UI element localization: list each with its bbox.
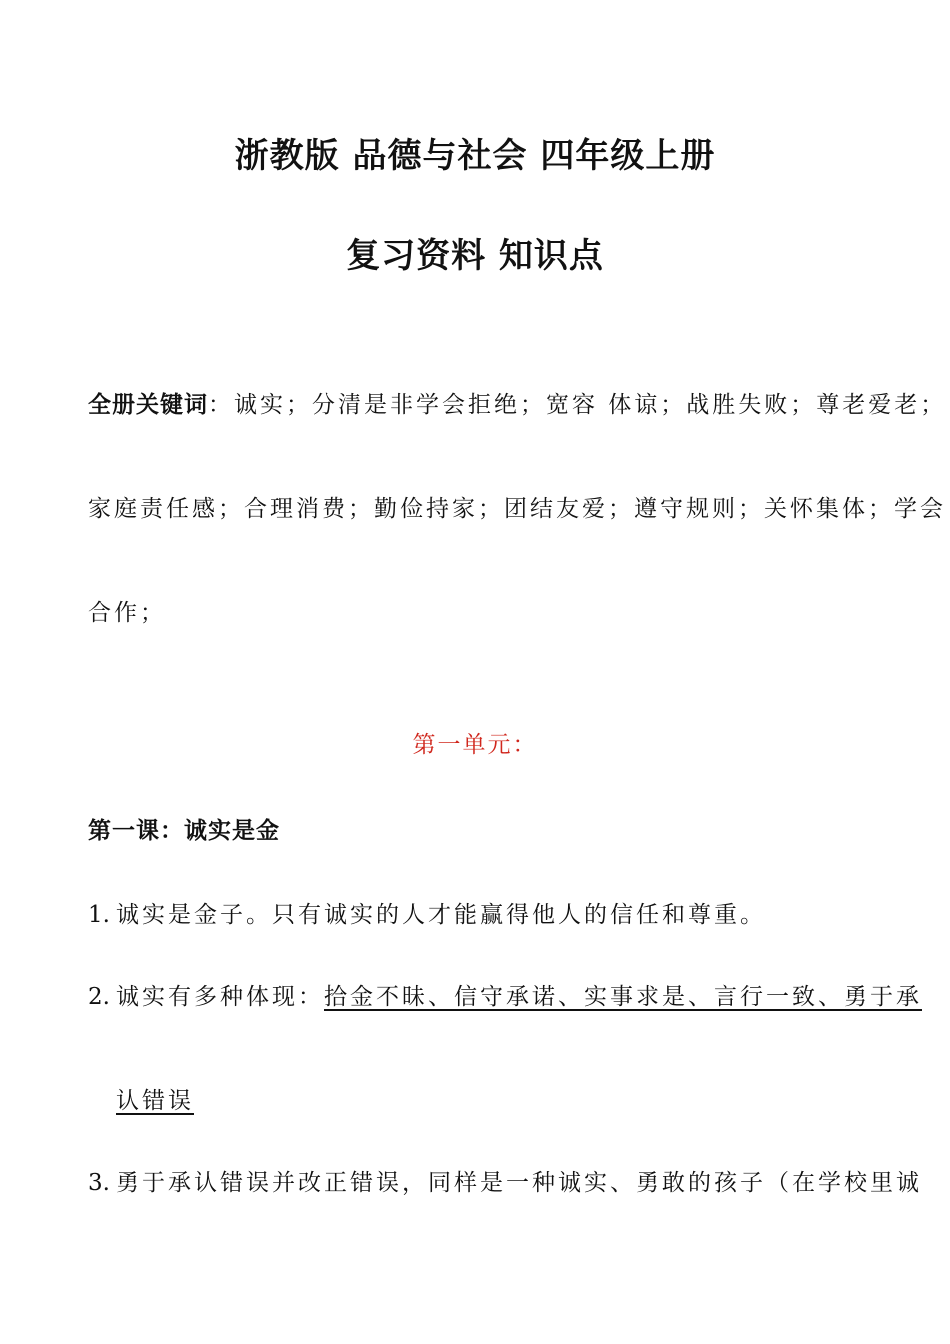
lesson-heading: 第一课：诚实是金 xyxy=(88,817,280,844)
keywords-label: 全册关键词 xyxy=(88,391,208,418)
item-text-underlined: 拾金不昧、信守承诺、实事求是、言行一致、勇于承 xyxy=(324,984,922,1010)
keywords-line-2: 家庭责任感；合理消费；勤俭持家；团结友爱；遵守规则；关怀集体；学会 xyxy=(88,496,946,522)
keywords-text-1: ：诚实；分清是非学会拒绝；宽容 体谅；战胜失败；尊老爱老； xyxy=(208,392,947,418)
document-subtitle: 复习资料 知识点 xyxy=(346,236,604,276)
keywords-line-3: 合作； xyxy=(88,600,166,626)
list-item-3 xyxy=(88,1164,922,1197)
item-text-underlined-continuation: 认错误 xyxy=(116,1088,194,1114)
list-item-2 xyxy=(88,978,922,1011)
item-text-prefix: 诚实有多种体现： xyxy=(116,984,324,1010)
keywords-line-1 xyxy=(88,386,947,419)
item-text: 勇于承认错误并改正错误，同样是一种诚实、勇敢的孩子（在学校里诚 xyxy=(116,1170,922,1196)
list-item-2-continuation xyxy=(116,1082,194,1115)
unit-heading: 第一单元： xyxy=(412,732,538,758)
document-title: 浙教版 品德与社会 四年级上册 xyxy=(234,136,716,176)
list-item-1 xyxy=(88,896,766,929)
item-number: 2. xyxy=(88,984,110,1010)
item-number: 1. xyxy=(88,902,110,928)
item-number: 3. xyxy=(88,1170,110,1196)
item-text: 诚实是金子。只有诚实的人才能赢得他人的信任和尊重。 xyxy=(116,902,766,928)
